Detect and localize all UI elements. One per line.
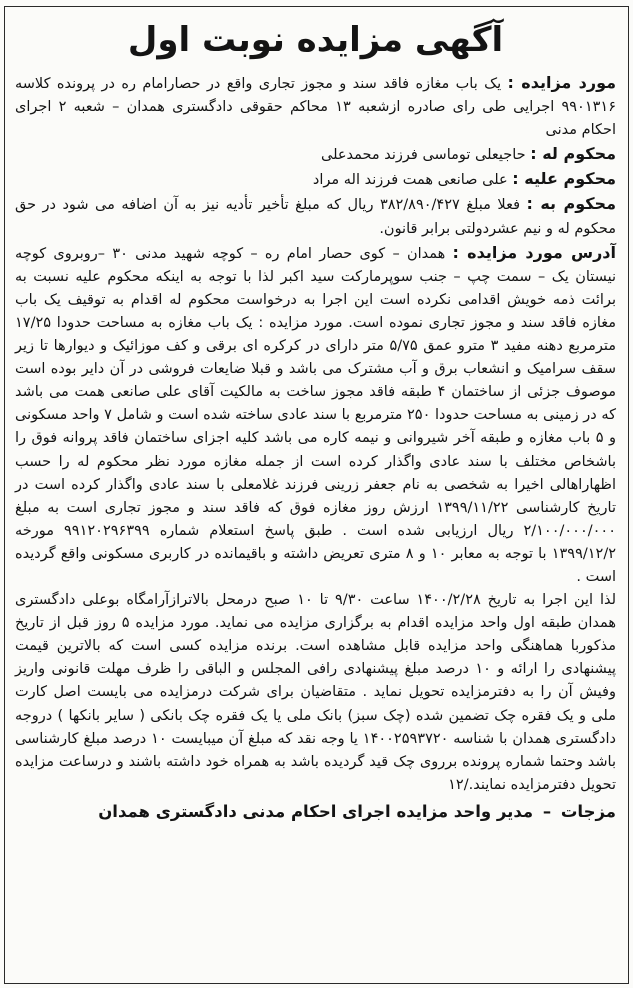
auction-paragraph [15,589,616,797]
notice-title: آگهی مزایده نوبت اول [127,20,504,60]
creditor-text: حاجیعلی توماسی فرزند محمدعلی [321,147,526,164]
address-paragraph [15,241,616,589]
footer-dash: – [542,801,552,821]
address-text: همدان – کوی حصار امام ره – کوچه شهید مدنی ۳۰ –روبروی کوچه نیستان یک – سمت چپ – جنب سوپرمارکت سید اکبر لذا با توجه به اینکه محکوم علیه نسبت به برائت ذمه خویش اقدامی نکرده است این اجرا به درخواست محکوم له اقدام به توقیف یک باب مغازه فاقد سند و مجوز تجاری نموده است. مورد مزایده : یک باب مغازه به مساحت حدودا ۱۷/۲۵ مترمربع دهنه مفید ۳ مترو عمق ۵/۷۵ متر دارای در کرکره ای برقی و کف موزائیک و دیوارها تا زیر سقف سرامیک و انشعاب برق و آب مشترک می باشد و قبلا ضایعات فروشی در آن دایر بوده است موصوف جزئی از ساختمان ۴ طبقه فاقد مجوز ساخت به مالکیت آقای علی صانعی همت می باشد که در زمینی به مساحت حدودا ۲۵۰ مترمربع با سند عادی ساخته شده است و شامل ۷ واحد مسکونی و ۵ باب مغازه و طبقه آخر شیروانی و نیمه کاره می باشد کلیه اجزای ساختمان فاقد پروانه فوق را باشخاص مختلف با سند عادی واگذار کرده است از جمله مغازه مورد نظر محکوم له را حسب اظهاراهالی اخیرا به شخصی به نام جعفر زرینی فرزند غلامعلی با سند عادی واگذار کرده است در تاریخ کارشناسی ۱۳۹۹/۱۱/۲۲ ارزش روز مغازه فوق که فاقد سند و مجوز تجاری است به مبلغ ۲/۱۰۰/۰۰۰/۰۰۰ ریال ارزیابی شده است . طبق پاسخ استعلام شماره ۹۹۱۲۰۲۹۶۳۹۹ مورخه ۱۳۹۹/۱۲/۲ با توجه به معابر ۱۰ و ۸ متری تعریض داشته و باقیمانده در کاربری مسکونی واقع گردیده است . [15,245,616,585]
subject-label: مورد مزایده : [507,73,617,92]
debtor-paragraph [15,167,616,192]
address-label: آدرس مورد مزایده : [452,242,616,262]
judgment-text: فعلا مبلغ ۳۸۲/۸۹۰/۴۲۷ ریال که مبلغ تأخیر تأدیه نیز به آن اضافه می شود در حق محکوم له و نیم عشردولتی برابر قانون. [15,197,616,237]
notice-body [15,71,616,797]
notice-frame [4,6,629,984]
debtor-text: علی صانعی همت فرزند اله مراد [312,172,508,189]
creditor-label: محکوم له : [530,144,616,164]
auction-text: لذا این اجرا به تاریخ ۱۴۰۰/۲/۲۸ ساعت ۹/۳۰ تا ۱۰ صبح درمحل بالاترازآرامگاه بوعلی دادگستری همدان طبقه اول واحد مزایده اقدام به برگزاری مزایده می نماید. مورد مزایده ۵ روز قبل از تاریخ مذکوربا هماهنگی واحد مزایده قابل مشاهده است. برنده مزایده کسی است که بالاترین قیمت پیشنهادی را ارائه و ۱۰ درصد مبلغ پیشنهادی رافی المجلس و الباقی را ظرف مهلت قانونی واریز وفیش آن را به دفترمزایده تحویل نماید . متقاضیان برای شرکت درمزایده می بایست اصل کارت ملی و یک فقره چک تضمین شده (چک سبز) بانک ملی یا یک فقره چک بانکی ( سایر بانکها ) دروجه دادگستری همدان با شناسه ۱۴۰۰۲۵۹۳۷۲۰ یا وجه نقد که مبلغ آن میبایست ۱۰ درصد مبلغ کارشناسی باشد وحتما شماره پرونده برروی چک قید گردیده باشد به همراه خود داشته باشند و درساعت مزایده تحویل دفترمزایده نمایند./۱۲ [15,592,617,793]
judgment-label: محکوم به : [526,194,616,214]
footer-code: مزجات [560,801,616,821]
debtor-label: محکوم علیه : [512,169,616,189]
creditor-paragraph [15,142,616,167]
subject-paragraph [15,71,616,142]
footer-signature: مدیر واحد مزایده اجرای احکام مدنی دادگستری همدان [98,801,534,821]
subject-text: یک باب مغازه فاقد سند و مجوز تجاری واقع در حصارامام ره در پرونده کلاسه ۹۹۰۱۳۱۶ اجرایی طی رای صادره ازشعبه ۱۳ محاکم حقوقی دادگستری همدان – شعبه ۲ اجرای احکام مدنی [15,76,616,139]
notice-footer [15,799,616,825]
judgment-paragraph [15,192,616,240]
